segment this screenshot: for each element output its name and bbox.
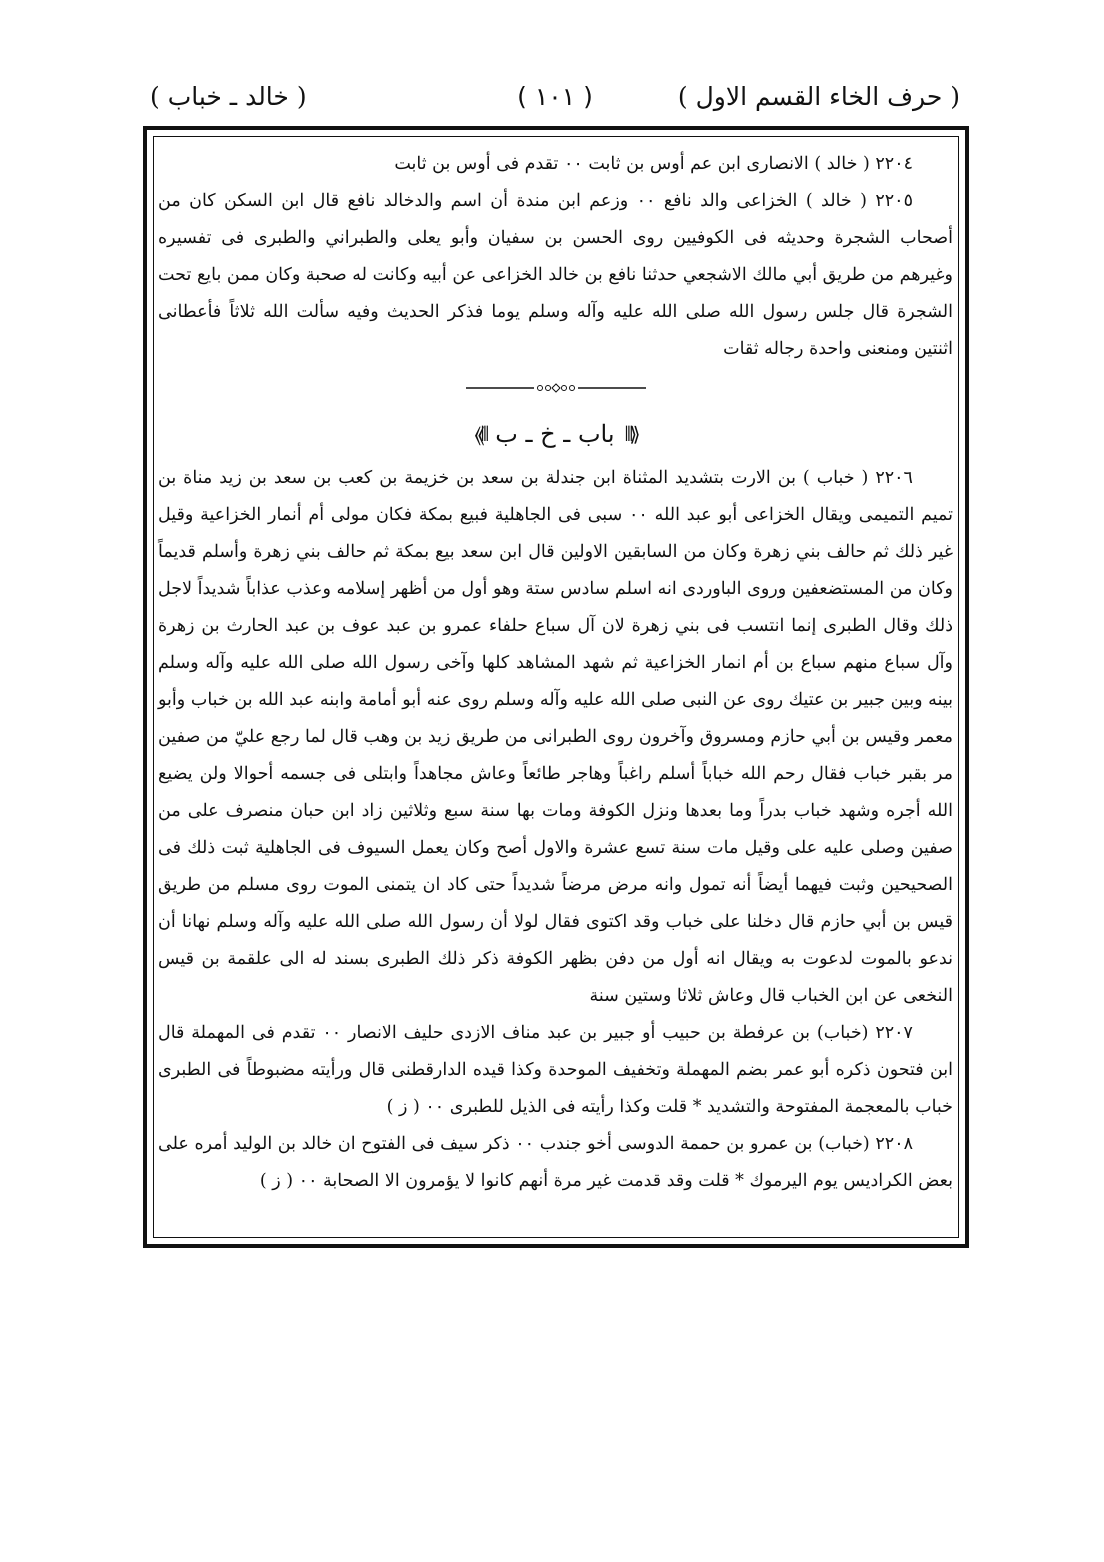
entry-2204 — [158, 146, 953, 183]
page-header — [150, 82, 960, 122]
entry-name: ( خالد ) — [805, 191, 867, 211]
page-number: ( ١٠١ ) — [517, 82, 593, 111]
entry-2206 — [158, 460, 953, 1015]
entry-text: بن عرفطة بن حبيب أو جبير بن عبد مناف الازدى حليف الانصار ٠٠ تقدم فى المهملة قال ابن فتحون ذكره أبو عمر بضم المهملة وتخفيف الموحدة وكذا قيده الدارقطنى قال ورأيته مضبوطاً فى الطبرى خباب بالمعجمة المفتوحة والتشديد * قلت وكذا رأيته فى الذيل للطبرى ٠٠ ( ز ) — [158, 1023, 953, 1117]
entry-2208 — [158, 1126, 953, 1200]
entry-text: الانصارى ابن عم أوس بن ثابت ٠٠ تقدم فى أوس بن ثابت — [394, 154, 809, 174]
divider-ornament-icon — [466, 382, 646, 394]
section-heading — [158, 408, 953, 460]
heading-ornament-icon: ⟪⦀ — [624, 421, 637, 446]
entry-2205 — [158, 183, 953, 368]
ornamental-divider — [158, 368, 953, 408]
entry-text: الخزاعى والد نافع ٠٠ وزعم ابن مندة أن اسم والدخالد نافع قال ابن السكن كان من أصحاب الشجرة وحديثه فى الكوفيين روى الحسن بن سفيان وأبو يعلى والطبراني والطبرى فى تفسيره وغيرهم من طريق أبي مالك الاشجعي حدثنا نافع بن خالد الخزاعى عن أبيه وكانت له صحبة وكان ممن بايع تحت الشجرة قال جلس رسول الله صلى الله عليه وآله وسلم يوما فذكر الحديث وفيه سألت الله ثلاثاً فأعطانى اثنتين ومنعنى واحدة رجاله ثقات — [158, 191, 953, 359]
entry-name: (خباب) — [816, 1023, 869, 1043]
entry-text: بن عمرو بن حممة الدوسى أخو جندب ٠٠ ذكر سيف فى الفتوح ان خالد بن الوليد أمره على بعض الكراديس يوم اليرموك * قلت وقد قدمت غير مرة أنهم كانوا لا يؤمرون الا الصحابة ٠٠ ( ز ) — [158, 1134, 953, 1191]
header-chapter-title: ( حرف الخاء القسم الاول ) — [677, 82, 960, 111]
entry-number: ٢٢٠٤ — [875, 154, 913, 174]
entry-number: ٢٢٠٥ — [875, 191, 913, 211]
page-body — [158, 146, 953, 1200]
section-heading-text: باب ـ خ ـ ب — [495, 419, 615, 448]
entry-number: ٢٢٠٧ — [875, 1023, 913, 1043]
entry-text: بن الارت بتشديد المثناة ابن جندلة بن سعد بن خزيمة بن كعب بن سعد بن زيد مناة بن تميم التميمى ويقال الخزاعى أبو عبد الله ٠٠ سبى فى الجاهلية فبيع بمكة فكان مولى أم أنمار الخزاعية وقيل غير ذلك ثم حالف بني زهرة وكان من السابقين الاولين قال ابن سعد بيع بمكة ثم حالف بني زهرة وأسلم قديماً وكان من المستضعفين وروى الباوردى انه اسلم سادس ستة وهو أول من أظهر إسلامه وعذب عذاباً شديداً لاجل ذلك وقال الطبرى إنما انتسب فى بني زهرة لان آل سباع حلفاء عمرو بن عبد عوف بن عبد الحارث بن زهرة وآل سباع منهم سباع بن أم انمار الخزاعية ثم شهد المشاهد كلها وآخى رسول الله صلى الله عليه وآله وسلم بينه وبين جبير بن عتيك روى عن النبى صلى الله عليه وآله وسلم روى عنه أبو أمامة وابنه عبد الله بن خباب وأبو معمر وقيس بن أبي حازم ومسروق وآخرون روى الطبرانى من طريق زيد بن وهب قال لما رجع عليّ من صفين مر بقبر خباب فقال رحم الله خباباً أسلم راغباً وهاجر طائعاً وعاش مجاهداً وابتلى فى جسمه أحوالا ولن يضيع الله أجره وشهد خباب بدراً وما بعدها ونزل الكوفة ومات بها سنة سبع وثلاثين زاد ابن حبان منصرف على من صفين وصلى عليه على وقيل مات سنة تسع عشرة والاول أصح وكان يعمل السيوف فى الجاهلية ثبت ذلك فى الصحيحين وثبت فيهما أيضاً أنه تمول وانه مرض مرضاً شديداً حتى كاد ان يتمنى الموت روى مسلم من طريق قيس بن أبي حازم قال دخلنا على خباب وقد اكتوى فقال لولا أن رسول الله صلى الله عليه وآله وسلم نهانا أن ندعو بالموت لدعوت به ويقال انه أول من دفن بظهر الكوفة ذكر ذلك الطبرى بسند له الى علقمة بن قيس النخعى عن ابن الخباب قال وعاش ثلاثا وستين سنة — [158, 468, 953, 1006]
heading-ornament-icon: ⦀⟫ — [474, 421, 486, 446]
entry-name: (خباب) — [818, 1134, 870, 1154]
entry-2207 — [158, 1015, 953, 1126]
entry-name: ( خباب ) — [802, 468, 869, 488]
header-entry-range: ( خالد ـ خباب ) — [150, 82, 307, 111]
entry-number: ٢٢٠٦ — [875, 468, 913, 488]
entry-number: ٢٢٠٨ — [875, 1134, 913, 1154]
entry-name: ( خالد ) — [814, 154, 870, 174]
